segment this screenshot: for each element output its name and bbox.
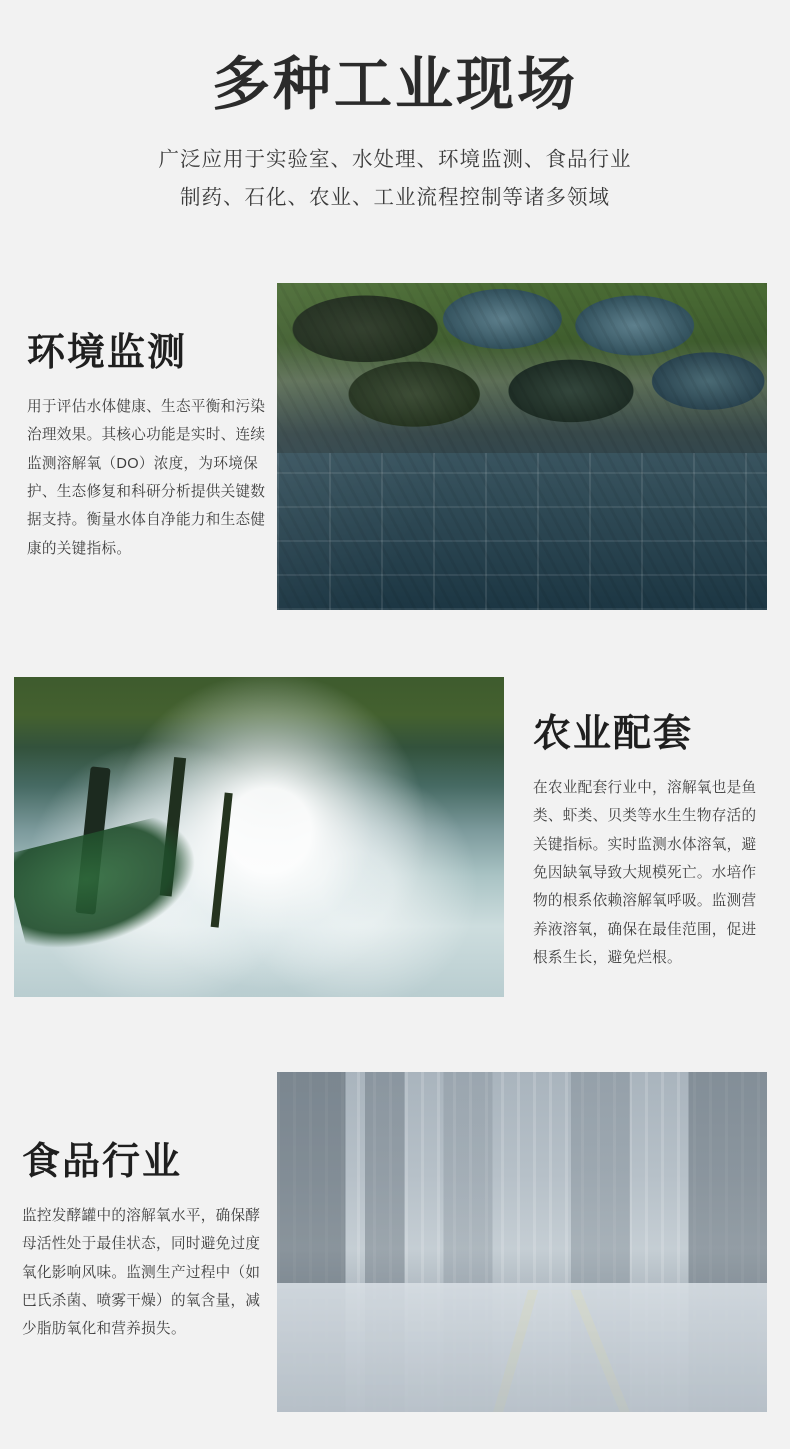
page-subtitle	[0, 141, 790, 217]
photo-pond-aerator	[14, 677, 504, 997]
floor-marking-left	[493, 1290, 538, 1412]
page-title: 多种工业现场	[211, 52, 578, 117]
section-body-environmental-monitoring: 用于评估水体健康、生态平衡和污染治理效果。其核心功能是实时、连续监测溶解氧（DO）浓度，为环境保护、生态修复和科研分析提供关键数据支持。衡量水体自净能力和生态健康的关键指标。	[27, 398, 266, 557]
section-food-industry	[0, 1072, 790, 1412]
section-text-food-industry	[22, 1140, 262, 1344]
page-subtitle-line-2: 制药、石化、农业、工业流程控制等诸多领域	[180, 185, 610, 209]
photo-wastewater-treatment-plant	[277, 283, 767, 610]
section-agriculture	[0, 677, 790, 1007]
page-subtitle-line-1: 广泛应用于实验室、水处理、环境监测、食品行业	[158, 147, 632, 171]
section-environmental-monitoring	[0, 283, 790, 613]
section-body-agriculture: 在农业配套行业中，溶解氧也是鱼类、虾类、贝类等水生生物存活的关键指标。实时监测水体溶氧，避免因缺氧导致大规模死亡。水培作物的根系依赖溶解氧呼吸。监测营养液溶氧，确保在最佳范围，促进根系生长，避免烂根。	[533, 779, 757, 967]
section-text-agriculture	[533, 712, 765, 973]
page-header	[0, 0, 790, 217]
section-title-environmental-monitoring: 环境监测	[27, 332, 188, 374]
section-text-environmental-monitoring	[27, 331, 267, 563]
photo-food-factory-interior	[277, 1072, 767, 1412]
section-title-agriculture: 农业配套	[533, 713, 694, 755]
floor-marking-right	[571, 1290, 630, 1412]
section-title-food-industry: 食品行业	[22, 1141, 183, 1183]
section-body-food-industry: 监控发酵罐中的溶解氧水平，确保酵母活性处于最佳状态，同时避免过度氧化影响风味。监测生产过程中（如巴氏杀菌、喷雾干燥）的氧含量，减少脂肪氧化和营养损失。	[22, 1207, 261, 1338]
